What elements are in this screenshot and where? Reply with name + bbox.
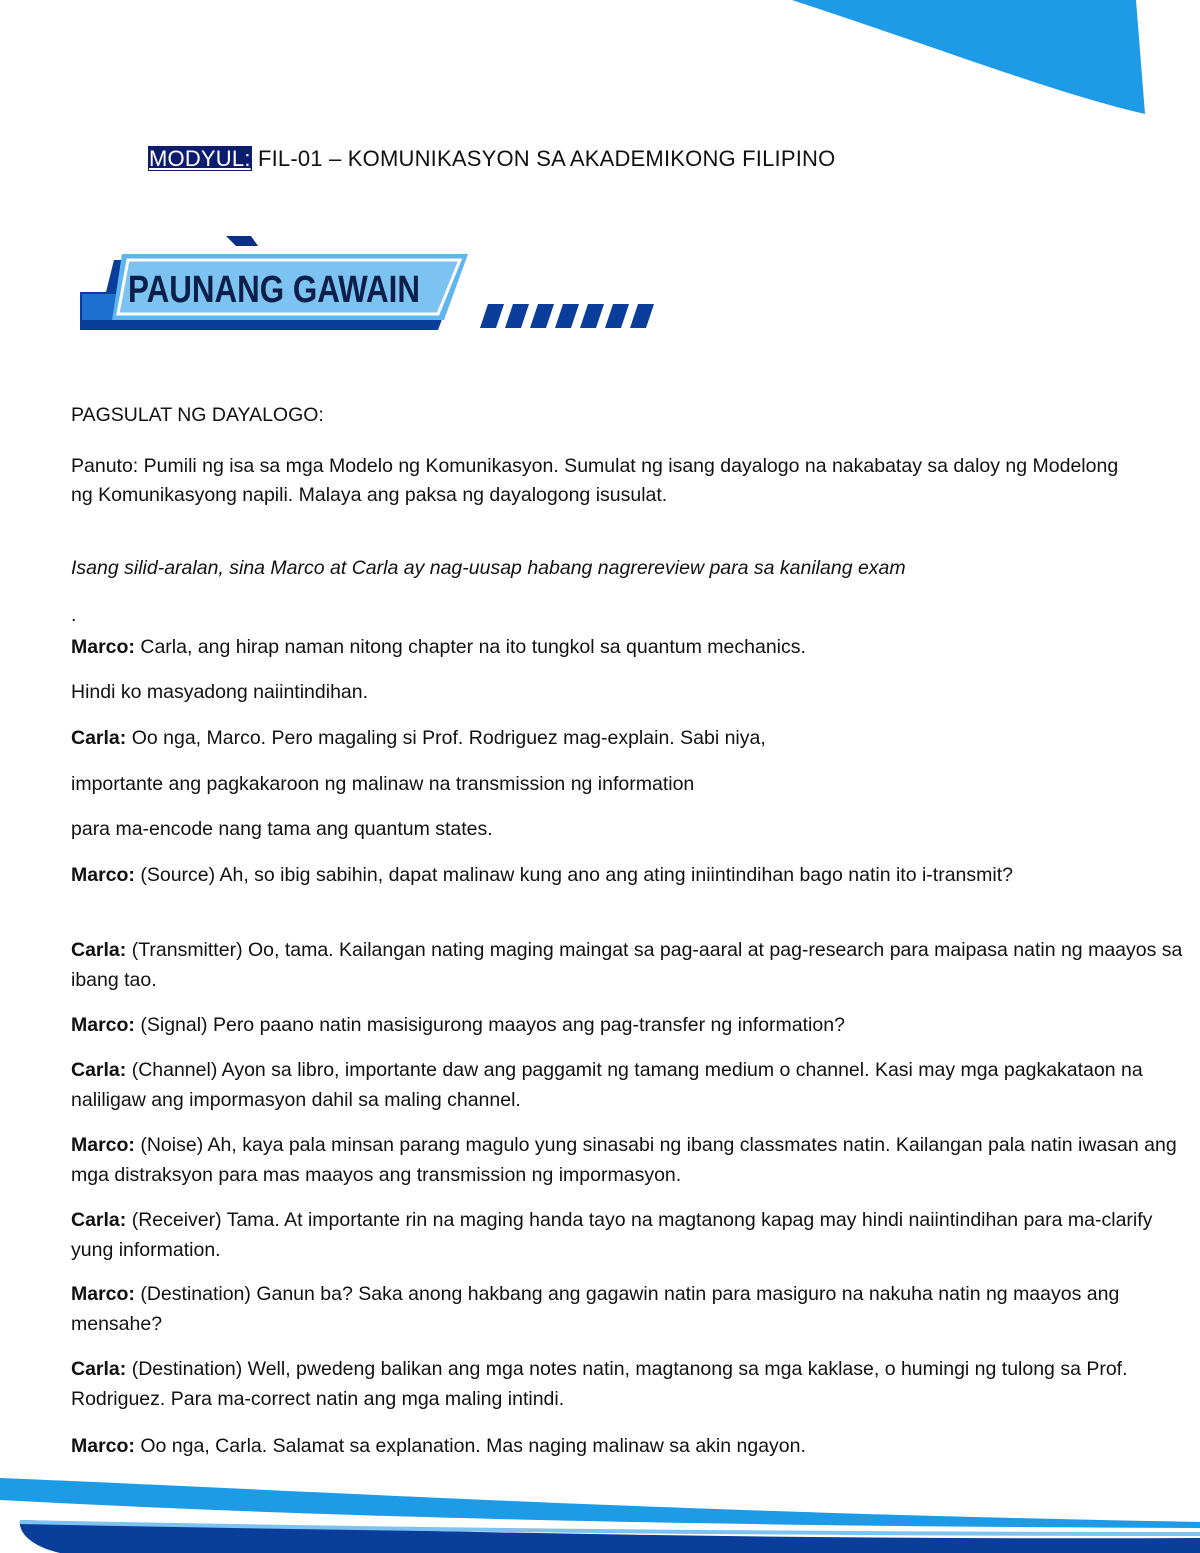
dialogue-text: (Receiver) Tama. At importante rin na maging handa tayo na magtanong kapag may hindi naiintindihan para ma-clarify yung information. bbox=[71, 1209, 1153, 1261]
speaker-name: Marco: bbox=[71, 864, 135, 886]
instructions-paragraph: Panuto: Pumili ng isa sa mga Modelo ng Komunikasyon. Sumulat ng isang dayalogo na nakabatay sa daloy ng Modelong ng Komunikasyong napili. Malaya ang paksa ng dayalogong isusulat. bbox=[71, 455, 1119, 506]
dialogue-line bbox=[71, 1431, 1196, 1461]
dialogue-text: Oo nga, Marco. Pero magaling si Prof. Rodriguez mag-explain. Sabi niya, bbox=[126, 727, 766, 749]
dialogue-text: (Destination) Ganun ba? Saka anong hakbang ang gagawin natin para masiguro na nakuha natin ng maayos ang mensahe? bbox=[71, 1283, 1120, 1335]
speaker-name: Carla: bbox=[71, 1059, 127, 1081]
speaker-name: Marco: bbox=[71, 636, 135, 658]
dialogue-line bbox=[71, 814, 1196, 844]
dialogue-line bbox=[71, 1354, 1196, 1414]
dialogue-text: (Transmitter) Oo, tama. Kailangan nating maging maingat sa pag-aaral at pag-research para maipasa natin ng maayos sa ibang tao. bbox=[71, 939, 1183, 991]
speaker-name: Carla: bbox=[71, 939, 127, 961]
dialogue-text: (Destination) Well, pwedeng balikan ang mga notes natin, magtanong sa mga kaklase, o humingi ng tulong sa Prof. Rodriguez. Para ma-correct natin ang mga maling intindi. bbox=[71, 1358, 1128, 1410]
dialogue-line bbox=[71, 1279, 1196, 1339]
dialogue-line bbox=[71, 1010, 1196, 1040]
speaker-name: Carla: bbox=[71, 727, 127, 749]
dialogue-text: (Source) Ah, so ibig sabihin, dapat malinaw kung ano ang ating iniintindihan bago natin ito i-transmit? bbox=[134, 864, 1013, 886]
dialogue-line bbox=[71, 677, 1196, 707]
module-name: FIL-01 – KOMUNIKASYON SA AKADEMIKONG FILIPINO bbox=[251, 146, 836, 171]
speaker-name: Carla: bbox=[71, 1358, 127, 1380]
dialogue-line bbox=[71, 723, 1196, 753]
scene-description: Isang silid-aralan, sina Marco at Carla ay nag-uusap habang nagrereview para sa kanilang exam bbox=[71, 557, 906, 579]
speaker-name: Marco: bbox=[71, 1283, 135, 1305]
dialogue-line bbox=[71, 632, 1196, 662]
dialogue-text: (Signal) Pero paano natin masisigurong maayos ang pag-transfer ng information? bbox=[134, 1014, 845, 1036]
speaker-name: Marco: bbox=[71, 1014, 135, 1036]
bottom-wave-decoration bbox=[0, 1470, 1200, 1553]
dialogue-text: Carla, ang hirap naman nitong chapter na ito tungkol sa quantum mechanics. bbox=[134, 636, 806, 658]
module-title bbox=[148, 146, 835, 172]
dialogue-text: (Noise) Ah, kaya pala minsan parang magulo yung sinasabi ng ibang classmates natin. Kailangan pala natin iwasan ang mga distraksyon para mas maayos ang transmission ng impormasyon. bbox=[71, 1134, 1177, 1186]
dialogue-line bbox=[71, 1055, 1196, 1115]
paunang-gawain-banner bbox=[76, 232, 666, 340]
speaker-name: Marco: bbox=[71, 1134, 135, 1156]
speaker-name: Carla: bbox=[71, 1209, 127, 1231]
banner-text: PAUNANG GAWAIN bbox=[128, 269, 420, 311]
dialogue-text: Oo nga, Carla. Salamat sa explanation. Mas naging malinaw sa akin ngayon. bbox=[134, 1435, 806, 1457]
dialogue-text: para ma-encode nang tama ang quantum states. bbox=[71, 818, 493, 840]
top-right-swoosh-decoration bbox=[0, 0, 1200, 120]
dialogue-text: Hindi ko masyadong naiintindihan. bbox=[71, 681, 369, 703]
speaker-name: Marco: bbox=[71, 1435, 135, 1457]
module-label: MODYUL: bbox=[149, 146, 251, 171]
section-heading: PAGSULAT NG DAYALOGO: bbox=[71, 404, 324, 426]
scene-end-mark: . bbox=[71, 604, 77, 626]
dialogue-line bbox=[71, 1205, 1196, 1265]
dialogue-line bbox=[71, 769, 1196, 799]
dialogue-line bbox=[71, 860, 1196, 890]
dialogue-line bbox=[71, 935, 1196, 995]
dialogue-text: (Channel) Ayon sa libro, importante daw ang paggamit ng tamang medium o channel. Kasi may mga pagkakataon na naliligaw ang impormasyon dahil sa maling channel. bbox=[71, 1059, 1143, 1111]
dialogue-line bbox=[71, 1130, 1196, 1190]
dialogue-text: importante ang pagkakaroon ng malinaw na transmission ng information bbox=[71, 773, 695, 795]
